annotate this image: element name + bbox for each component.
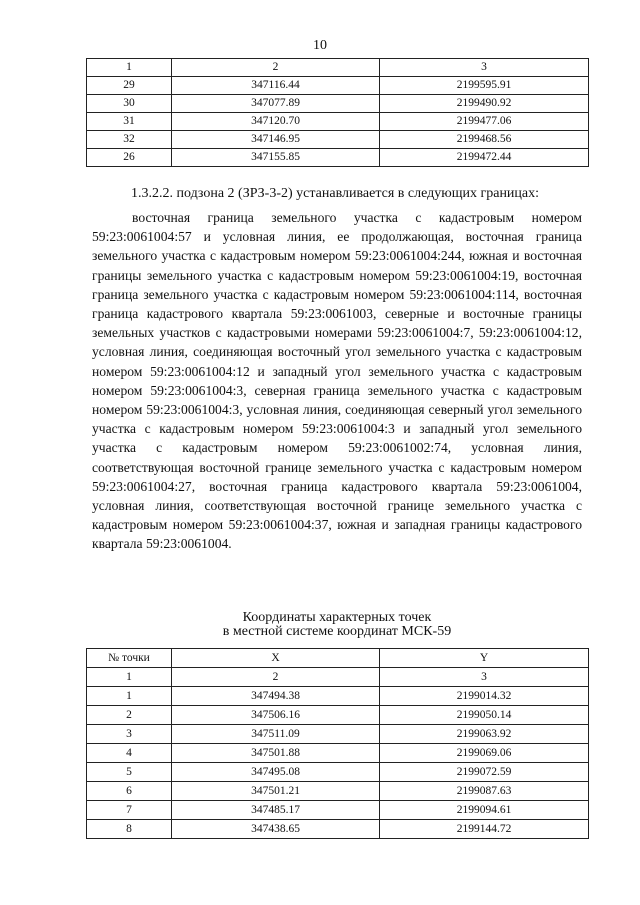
x-coordinate-cell: 347120.70 [172, 113, 380, 131]
x-coordinate-cell: 347146.95 [172, 131, 380, 149]
point-number-cell: 8 [87, 820, 172, 839]
table-caption-line-1: Координаты характерных точек [242, 610, 432, 625]
y-coordinate-cell: 2199087.63 [380, 782, 589, 801]
point-number-cell: 4 [87, 744, 172, 763]
y-coordinate-cell: 2199595.91 [380, 77, 589, 95]
header-cell-x: X [172, 649, 380, 668]
clause-heading: 1.3.2.2. подзона 2 (ЗРЗ-3-2) устанавливается в следующих границах: [131, 186, 540, 201]
table-row [87, 763, 589, 782]
header-cell-point-number: № точки [87, 649, 172, 668]
x-coordinate-cell: 347494.38 [172, 687, 380, 706]
y-coordinate-cell: 2199472.44 [380, 149, 589, 167]
x-coordinate-cell: 347438.65 [172, 820, 380, 839]
y-coordinate-cell: 2199014.32 [380, 687, 589, 706]
page-number: 10 [313, 38, 327, 53]
point-number-cell: 29 [87, 77, 172, 95]
table-subheader-row [87, 668, 589, 687]
y-coordinate-cell: 2199468.56 [380, 131, 589, 149]
table-row [87, 687, 589, 706]
x-coordinate-cell: 347511.09 [172, 725, 380, 744]
y-coordinate-cell: 2199072.59 [380, 763, 589, 782]
point-number-cell: 6 [87, 782, 172, 801]
point-number-cell: 31 [87, 113, 172, 131]
table-header-row [87, 59, 589, 77]
y-coordinate-cell: 2199144.72 [380, 820, 589, 839]
point-number-cell: 7 [87, 801, 172, 820]
table-header-row [87, 649, 589, 668]
point-number-cell: 30 [87, 95, 172, 113]
x-coordinate-cell: 347506.16 [172, 706, 380, 725]
table-row [87, 744, 589, 763]
y-coordinate-cell: 2199490.92 [380, 95, 589, 113]
table-row [87, 95, 589, 113]
header-cell: 3 [380, 59, 589, 77]
y-coordinate-cell: 2199477.06 [380, 113, 589, 131]
boundary-description: восточная граница земельного участка с кадастровым номером 59:23:0061004:57 и условная линия, ее продолжающая, восточная граница земельного участка с кадастровым номером 59:23:0061004:244, южная и восточная границы земельного участка с кадастровым номером 59:23:0061004:19, восточная граница земельного участка с кадастровым номером 59:23:0061004:114, восточная граница кадастрового квартала 59:23:0061003, северные и восточные границы земельных участков с кадастровыми номерами 59:23:0061004:7, 59:23:0061004:12, условная линия, соединяющая восточный угол земельного участка с кадастровым номером 59:23:0061004:12 и западный угол земельного участка с кадастровым номером 59:23:0061004:3, северная граница земельного участка с кадастровым номером 59:23:0061004:3, условная линия, соединяющая северный угол земельного участка с кадастровым номером 59:23:0061004:3 и западный угол земельного участка с кадастровым номером 59:23:0061002:74, условная линия, соответствующая восточной границе земельного участка с кадастровым номером 59:23:0061004:27, восточная граница кадастрового квартала 59:23:0061004, условная линия, соответствующая восточной границе земельного участка с кадастровым номером 59:23:0061004:37, южная и западная границы кадастрового квартала 59:23:0061004. [92, 210, 582, 552]
point-number-cell: 26 [87, 149, 172, 167]
point-number-cell: 1 [87, 687, 172, 706]
table-row [87, 782, 589, 801]
y-coordinate-cell: 2199050.14 [380, 706, 589, 725]
table-row [87, 131, 589, 149]
y-coordinate-cell: 2199094.61 [380, 801, 589, 820]
table-row [87, 801, 589, 820]
point-number-cell: 5 [87, 763, 172, 782]
x-coordinate-cell: 347495.08 [172, 763, 380, 782]
point-number-cell: 3 [87, 725, 172, 744]
subheader-cell: 3 [380, 668, 589, 687]
table-row [87, 113, 589, 131]
x-coordinate-cell: 347116.44 [172, 77, 380, 95]
subheader-cell: 2 [172, 668, 380, 687]
x-coordinate-cell: 347501.88 [172, 744, 380, 763]
x-coordinate-cell: 347501.21 [172, 782, 380, 801]
x-coordinate-cell: 347155.85 [172, 149, 380, 167]
table-caption-line-2: в местной системе координат МСК-59 [222, 624, 452, 639]
y-coordinate-cell: 2199069.06 [380, 744, 589, 763]
coordinates-table-continued [86, 58, 589, 167]
point-number-cell: 2 [87, 706, 172, 725]
subheader-cell: 1 [87, 668, 172, 687]
x-coordinate-cell: 347485.17 [172, 801, 380, 820]
header-cell-y: Y [380, 649, 589, 668]
table-row [87, 706, 589, 725]
coordinates-table [86, 648, 589, 839]
table-row [87, 725, 589, 744]
table-row [87, 77, 589, 95]
point-number-cell: 32 [87, 131, 172, 149]
y-coordinate-cell: 2199063.92 [380, 725, 589, 744]
header-cell: 2 [172, 59, 380, 77]
table-row [87, 820, 589, 839]
table-row [87, 149, 589, 167]
header-cell: 1 [87, 59, 172, 77]
x-coordinate-cell: 347077.89 [172, 95, 380, 113]
